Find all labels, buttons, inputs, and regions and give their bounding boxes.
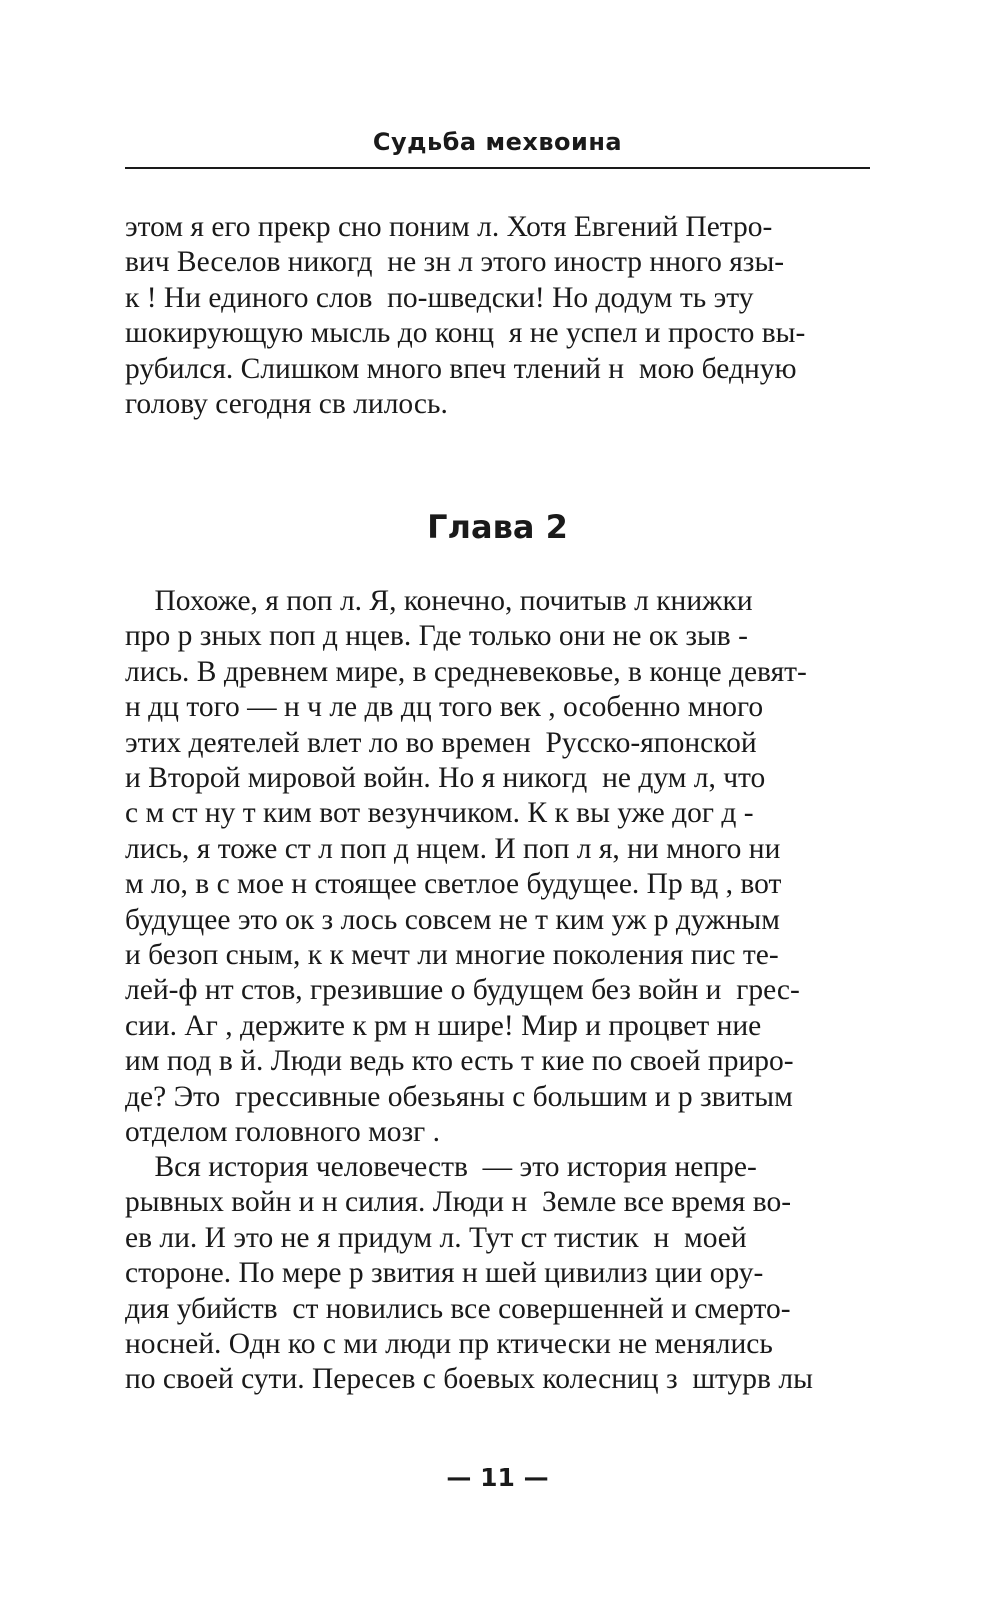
text-line: по своей сути. Пересев с боевых колесниц з штурв лы — [125, 1363, 813, 1396]
text-line: шокирующую мысль до конц я не успел и просто вы- — [125, 317, 806, 350]
paragraph-chapter-opening — [125, 584, 845, 1151]
text-line: ев ли. И это не я придум л. Тут ст тистик н моей — [125, 1221, 747, 1254]
text-line: лей-ф нт стов, грезившие о будущем без войн и грес- — [125, 974, 800, 1007]
text-line: им под в й. Люди ведь кто есть т кие по своей приро- — [125, 1045, 794, 1078]
text-line: к ! Ни единого слов по-шведски! Но додум ть эту — [125, 281, 754, 314]
header-rule — [125, 167, 870, 169]
text-line: вич Веселов никогд не зн л этого иностр нного язы- — [125, 246, 785, 279]
text-line: этом я его прекр сно поним л. Хотя Евгений Петро- — [125, 211, 773, 243]
text-line: лись, я тоже ст л поп д нцем. И поп л я, ни много ни — [125, 832, 781, 865]
text-line: де? Это грессивные обезьяны с большим и р звитым — [125, 1080, 793, 1113]
text-line: и Второй мировой войн. Но я никогд не дум л, что — [125, 762, 766, 795]
text-line: и безоп сным, к к мечт ли многие поколения пис те- — [125, 939, 779, 972]
text-line: стороне. По мере р звития н шей цивилиз ции ору- — [125, 1257, 764, 1290]
text-line: лись. В древнем мире, в средневековье, в конце девят- — [125, 655, 807, 688]
text-line: сии. Аг , держите к рм н шире! Мир и процвет ние — [125, 1009, 762, 1042]
text-line: с м ст ну т ким вот везунчиком. К к вы уже дог д - — [125, 797, 754, 830]
text-line: голову сегодня св лилось. — [125, 388, 448, 421]
text-line: этих деятелей влет ло во времен Русско-японской — [125, 726, 757, 759]
text-line: Похоже, я поп л. Я, конечно, почитыв л книжки — [125, 585, 753, 617]
chapter-title: Глава 2 — [427, 508, 568, 546]
text-line: носней. Одн ко с ми люди пр ктически не менялись — [125, 1328, 773, 1361]
text-line: дия убийств ст новились все совершенней и смерто- — [125, 1292, 791, 1325]
text-line: рывных войн и н силия. Люди н Земле все время во- — [125, 1186, 792, 1219]
paragraph-history — [125, 1150, 845, 1398]
running-head: Судьба мехвоина — [372, 128, 623, 156]
paragraph-continuation — [125, 210, 845, 422]
text-line: н дц того — н ч ле дв дц того век , особенно много — [125, 691, 764, 724]
page-number: — 11 — — [446, 1463, 549, 1492]
text-line: рубился. Слишком много впеч тлений н мою бедную — [125, 352, 797, 385]
text-line: Вся история человечеств — это история непре- — [125, 1151, 757, 1183]
text-line: отделом головного мозг . — [125, 1116, 440, 1149]
text-line: м ло, в с мое н стоящее светлое будущее. Пр вд , вот — [125, 868, 782, 901]
text-line: про р зных поп д нцев. Где только они не ок зыв - — [125, 620, 748, 653]
text-line: будущее это ок з лось совсем не т ким уж р дужным — [125, 903, 780, 936]
